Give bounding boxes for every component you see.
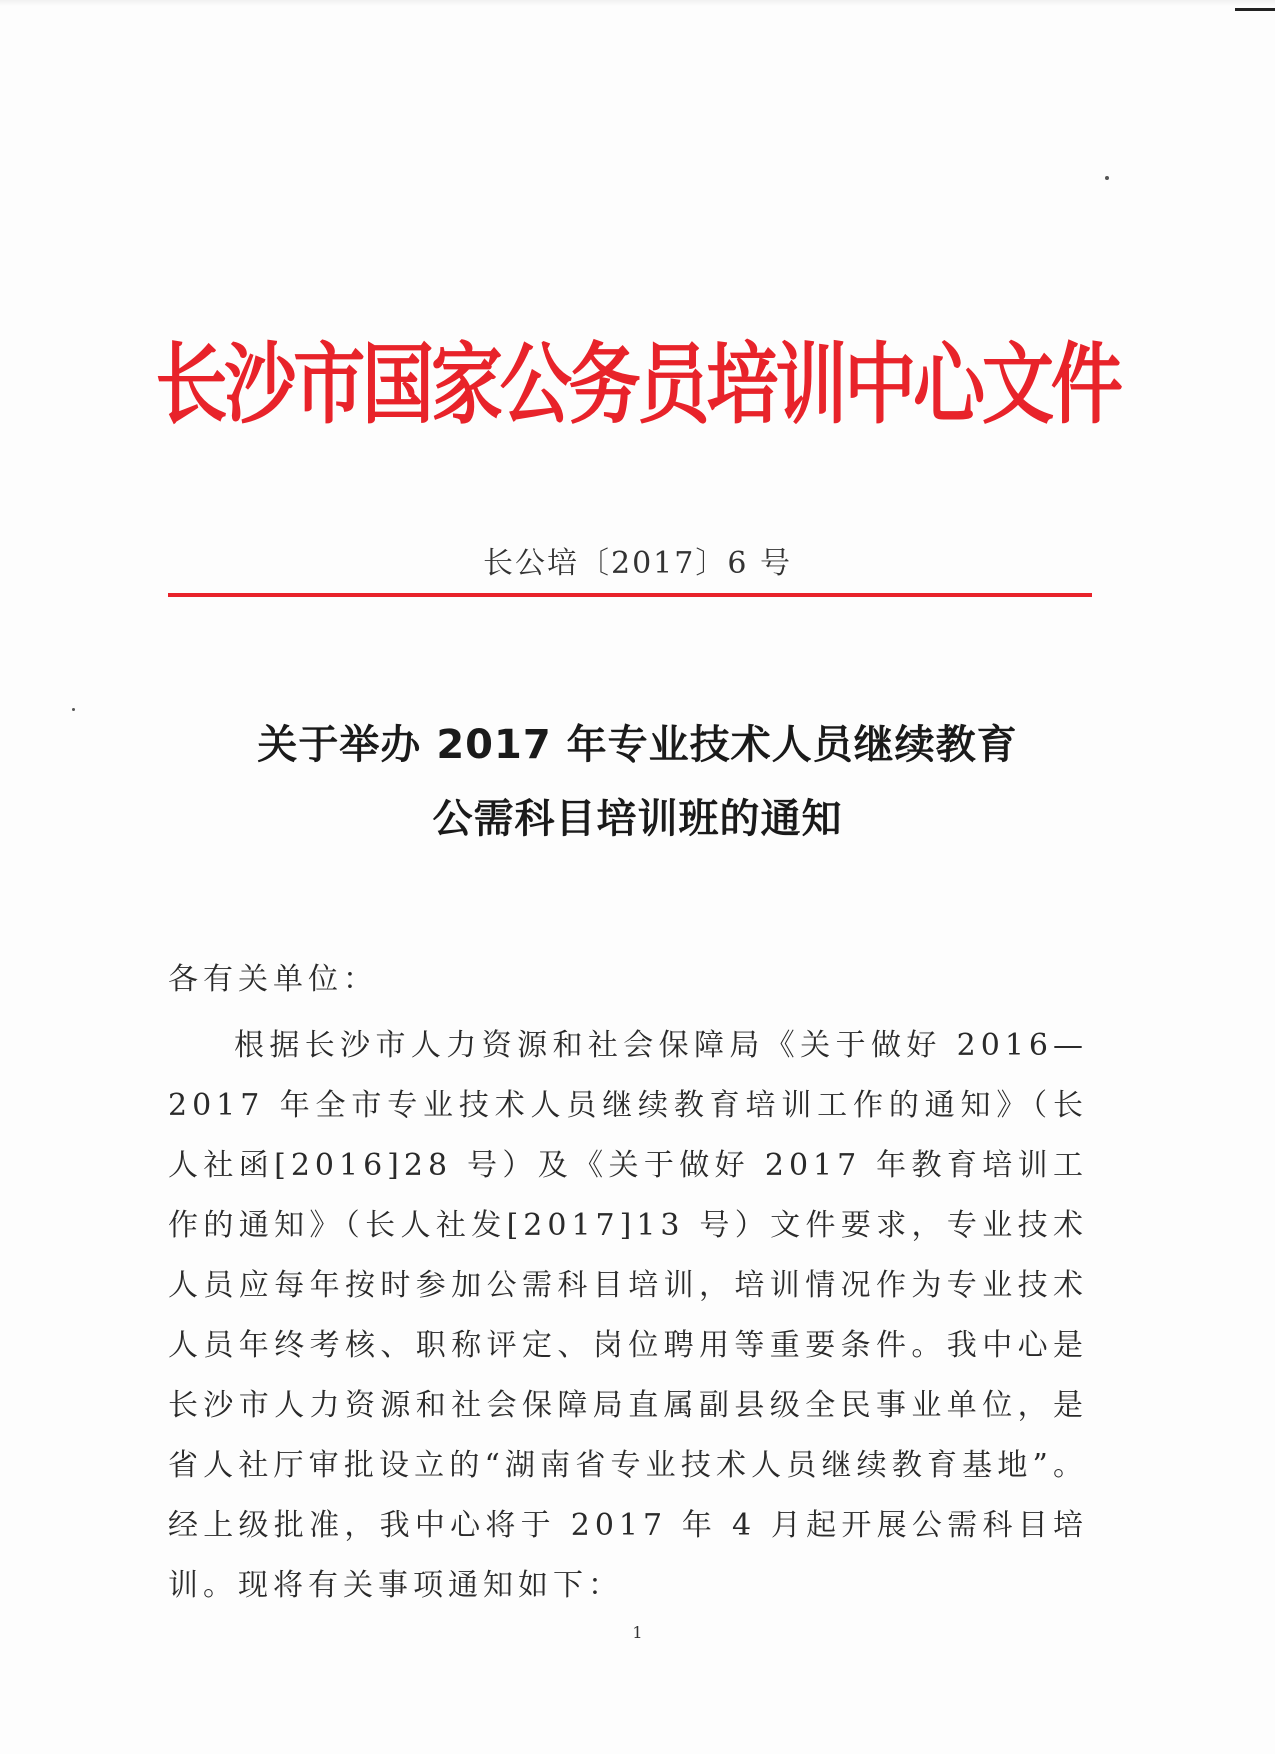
document-body (168, 950, 1088, 1616)
scan-speck (1105, 176, 1109, 180)
body-paragraph: 根据长沙市人力资源和社会保障局《关于做好 2016—2017 年全市专业技术人员继续教育培训工作的通知》（长人社函[2016]28 号）及《关于做好 2017 年教育培训工作的通知》（长人社发[2017]13 号）文件要求，专业技术人员应每年按时参加公需科目培训，培训情况作为专业技术人员年终考核、职称评定、岗位聘用等重要条件。我中心是长沙市人力资源和社会保障局直属副县级全民事业单位，是省人社厅审批设立的“湖南省专业技术人员继续教育基地”。经上级批准，我中心将于 2017 年 4 月起开展公需科目培训。现将有关事项通知如下： (168, 1028, 1088, 1603)
scan-edge (0, 0, 1275, 6)
scan-speck (72, 708, 75, 711)
page-number: 1 (632, 1623, 643, 1642)
notice-title-line-1: 关于举办 2017 年专业技术人员继续教育 (257, 722, 1018, 768)
salutation: 各有关单位： (168, 962, 378, 997)
red-divider-line (168, 593, 1092, 597)
document-number: 长公培〔2017〕6 号 (483, 546, 792, 581)
issuer-header-title: 长沙市国家公务员培训中心文件 (155, 333, 1120, 436)
notice-title-line-2: 公需科目培训班的通知 (432, 796, 843, 842)
scan-corner-mark (1235, 8, 1275, 11)
